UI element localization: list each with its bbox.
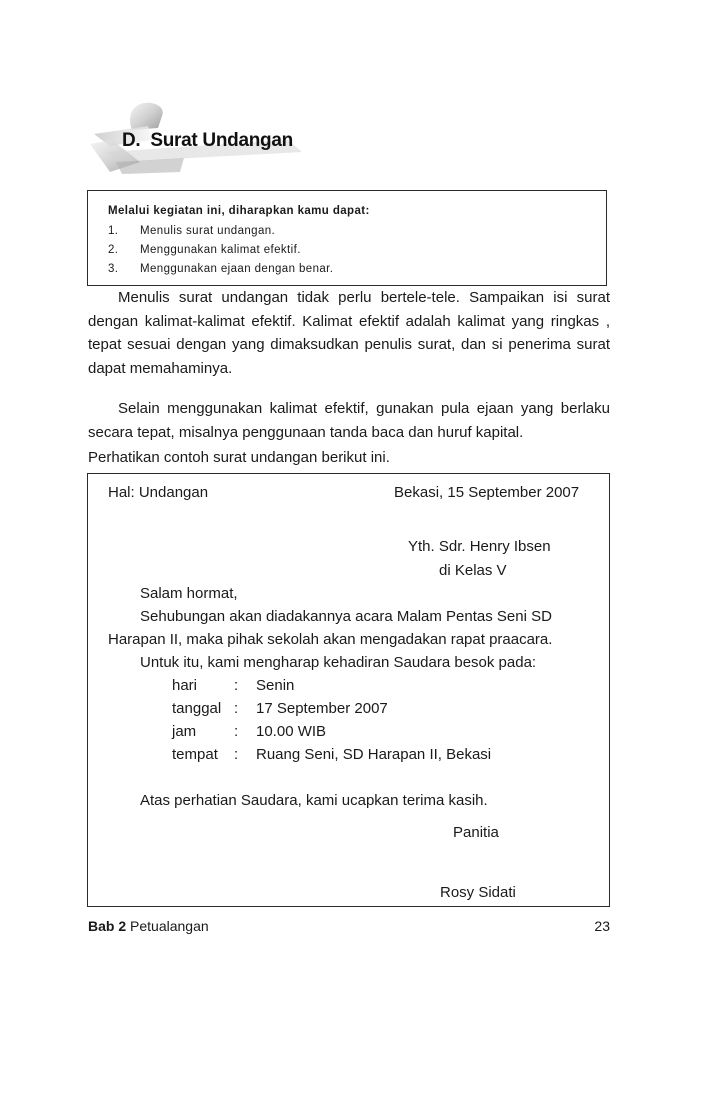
objective-item	[108, 241, 606, 260]
detail-value: Senin	[256, 677, 295, 694]
body-paragraph: Menulis surat undangan tidak perlu bertele-tele. Sampaikan isi surat dengan kalimat-kalimat efektif. Kalimat efektif adalah kalimat yang ringkas , tepat sesuai dengan yang dimaksudkan penulis surat, dan si penerima surat dapat memahaminya.	[88, 289, 610, 377]
letter-sender-name: Rosy Sidati	[440, 884, 516, 901]
objective-text: Menulis surat undangan.	[140, 225, 276, 237]
detail-value: Ruang Seni, SD Harapan II, Bekasi	[256, 746, 492, 763]
page-number: 23	[594, 918, 610, 934]
section-title	[122, 130, 293, 152]
detail-label: hari	[172, 677, 198, 694]
detail-label: tempat	[172, 746, 218, 763]
objectives-intro: Melalui kegiatan ini, diharapkan kamu dapat:	[108, 205, 370, 217]
detail-value: 17 September 2007	[256, 700, 388, 717]
letter-recipient-place: di Kelas V	[439, 562, 507, 579]
detail-separator: :	[234, 746, 239, 763]
detail-label: jam	[172, 723, 197, 740]
body-paragraph: Selain menggunakan kalimat efektif, gunakan pula ejaan yang berlaku secara tepat, misalnya penggunaan tanda baca dan huruf kapital.	[88, 400, 610, 441]
letter-recipient: Yth. Sdr. Henry Ibsen	[408, 538, 551, 555]
detail-separator: :	[234, 677, 239, 694]
letter-body-line: Untuk itu, kami mengharap kehadiran Saudara besok pada:	[140, 654, 537, 671]
detail-row	[172, 700, 388, 717]
detail-label: tanggal	[172, 700, 222, 717]
detail-row	[172, 746, 491, 763]
chapter-label: Bab 2	[88, 918, 127, 934]
objective-number: 3.	[108, 263, 119, 275]
objective-item	[108, 260, 606, 279]
objective-number: 1.	[108, 225, 119, 237]
letter-closing: Atas perhatian Saudara, kami ucapkan terima kasih.	[140, 792, 488, 809]
objective-text: Menggunakan kalimat efektif.	[140, 244, 301, 256]
chapter-title: Petualangan	[130, 918, 209, 934]
objective-number: 2.	[108, 244, 119, 256]
detail-row	[172, 723, 326, 740]
letter-greeting: Salam hormat,	[140, 585, 238, 602]
section-letter: D.	[122, 130, 141, 151]
objective-text: Menggunakan ejaan dengan benar.	[140, 263, 334, 275]
letter-place-date: Bekasi, 15 September 2007	[394, 484, 580, 501]
objective-item	[108, 222, 606, 241]
detail-separator: :	[234, 700, 239, 717]
letter-subject: Hal: Undangan	[108, 484, 209, 501]
detail-row	[172, 677, 294, 694]
section-title-text: Surat Undangan	[150, 130, 293, 151]
detail-separator: :	[234, 723, 239, 740]
letter-sender-title: Panitia	[453, 824, 499, 841]
letter-body-line: Harapan II, maka pihak sekolah akan mengadakan rapat praacara.	[108, 631, 553, 648]
body-paragraph: Perhatikan contoh surat undangan berikut ini.	[88, 449, 390, 466]
section-heading	[88, 100, 348, 180]
objectives-box	[87, 190, 607, 286]
page-footer	[88, 918, 610, 934]
example-letter	[87, 473, 610, 907]
letter-body-line: Sehubungan akan diadakannya acara Malam Pentas Seni SD	[140, 608, 552, 625]
detail-value: 10.00 WIB	[256, 723, 327, 740]
